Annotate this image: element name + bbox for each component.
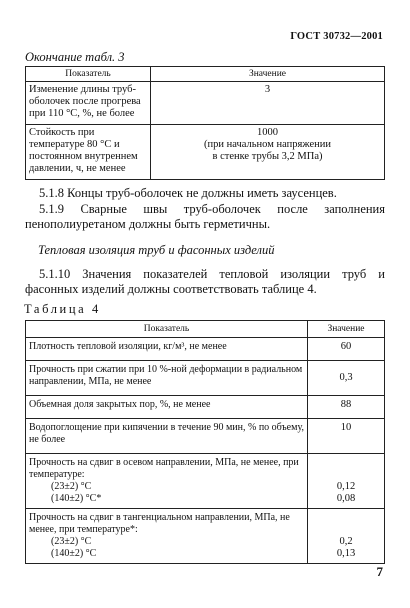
param-cell: Изменение длины труб-оболочек после прогрева при 110 °С, %, не более bbox=[26, 82, 151, 125]
paragraph-5-1-10: 5.1.10 Значения показателей тепловой изоляции труб и фасонных изделий должны соответствовать таблице 4. bbox=[25, 267, 385, 296]
param-sub-1: (23±2) °С bbox=[51, 536, 92, 547]
param-cell: Стойкость при температуре 80 °С и постоянном внутреннем давлении, ч, не менее bbox=[26, 125, 151, 180]
value-cell: 60 bbox=[308, 338, 385, 361]
column-header-value: Значение bbox=[308, 321, 385, 338]
value-main: 1000 bbox=[257, 127, 278, 138]
value-cell: 3 bbox=[151, 82, 385, 125]
column-header-param: Показатель bbox=[26, 67, 151, 82]
table-row bbox=[26, 361, 385, 396]
table-row bbox=[26, 396, 385, 419]
table-row bbox=[26, 338, 385, 361]
value-1: 0,12 bbox=[336, 481, 356, 492]
value-cell: 88 bbox=[308, 396, 385, 419]
table3-continuation: Окончание табл. 3 bbox=[25, 50, 125, 64]
value-cell: 10 bbox=[308, 419, 385, 454]
value-cell bbox=[308, 509, 385, 564]
paragraph-5-1-8: 5.1.8 Концы труб-оболочек не должны иметь заусенцев. bbox=[39, 186, 337, 200]
param-text: Прочность на сдвиг в тангенциальном направлении, МПа, не менее, при температуре*: bbox=[29, 512, 290, 535]
table-4 bbox=[25, 320, 385, 564]
table-row bbox=[26, 509, 385, 564]
param-cell: Объемная доля закрытых пор, %, не менее bbox=[26, 396, 308, 419]
param-cell: Водопоглощение при кипячении в течение 90 мин, % по объему, не более bbox=[26, 419, 308, 454]
param-sub-1: (23±2) °С bbox=[51, 481, 92, 492]
table-3 bbox=[25, 66, 385, 180]
section-title: Тепловая изоляция труб и фасонных изделий bbox=[38, 243, 275, 257]
value-cell bbox=[151, 125, 385, 180]
value-2: 0,13 bbox=[336, 548, 356, 559]
param-cell bbox=[26, 509, 308, 564]
column-header-value: Значение bbox=[151, 67, 385, 82]
param-text: Прочность на сдвиг в осевом направлении, МПа, не менее, при температуре: bbox=[29, 457, 299, 480]
column-header-param: Показатель bbox=[26, 321, 308, 338]
table-header-row bbox=[26, 321, 385, 338]
param-sub-2: (140±2) °С bbox=[51, 548, 97, 559]
value-1: 0,2 bbox=[339, 536, 353, 547]
value-cell: 0,3 bbox=[308, 361, 385, 396]
table-row bbox=[26, 454, 385, 509]
standard-number: ГОСТ 30732—2001 bbox=[290, 31, 383, 42]
paragraph-5-1-9: 5.1.9 Сварные швы труб-оболочек после заполнения пенополиуретаном должны быть герметичны. bbox=[25, 202, 385, 231]
table-row bbox=[26, 419, 385, 454]
table-row bbox=[26, 82, 385, 125]
table-row bbox=[26, 125, 385, 180]
table-header-row bbox=[26, 67, 385, 82]
value-note: (при начальном напряжении в стенке трубы 3,2 МПа) bbox=[204, 139, 331, 162]
page-number: 7 bbox=[376, 564, 383, 579]
param-cell: Плотность тепловой изоляции, кг/м³, не менее bbox=[26, 338, 308, 361]
param-cell: Прочность при сжатии при 10 %-ной деформации в радиальном направлении, МПа, не менее bbox=[26, 361, 308, 396]
param-cell bbox=[26, 454, 308, 509]
value-2: 0,08 bbox=[336, 493, 356, 504]
value-cell bbox=[308, 454, 385, 509]
table4-caption: Таблица 4 bbox=[24, 302, 101, 316]
param-sub-2: (140±2) °С* bbox=[51, 493, 102, 504]
